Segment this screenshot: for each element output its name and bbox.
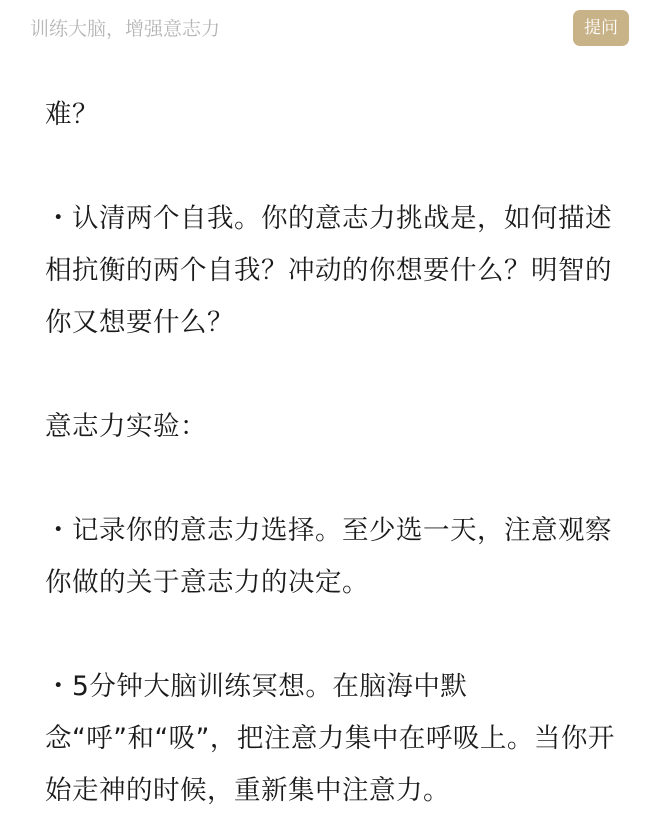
article-body [45,89,620,817]
ask-question-button[interactable]: 提问 [573,10,629,46]
paragraph-spacer [45,141,620,193]
top-bar [0,0,650,60]
paragraph-meditation: ・5分钟大脑训练冥想。在脑海中默念“呼”和“吸”，把注意力集中在呼吸上。当你开始走神的时候，重新集中注意力。 [45,671,615,806]
article-title: 训练大脑，增强意志力 [30,18,221,40]
paragraph-two-selves: ・认清两个自我。你的意志力挑战是，如何描述相抗衡的两个自我？冲动的你想要什么？明智的你又想要什么？ [45,203,612,338]
paragraph-intro-end: 难？ [45,99,99,130]
paragraph-spacer [45,349,620,401]
section-heading-experiment: 意志力实验： [45,411,207,442]
paragraph-spacer [45,453,620,505]
paragraph-record-choices: ・记录你的意志力选择。至少选一天，注意观察你做的关于意志力的决定。 [45,515,612,598]
paragraph-spacer [45,609,620,661]
